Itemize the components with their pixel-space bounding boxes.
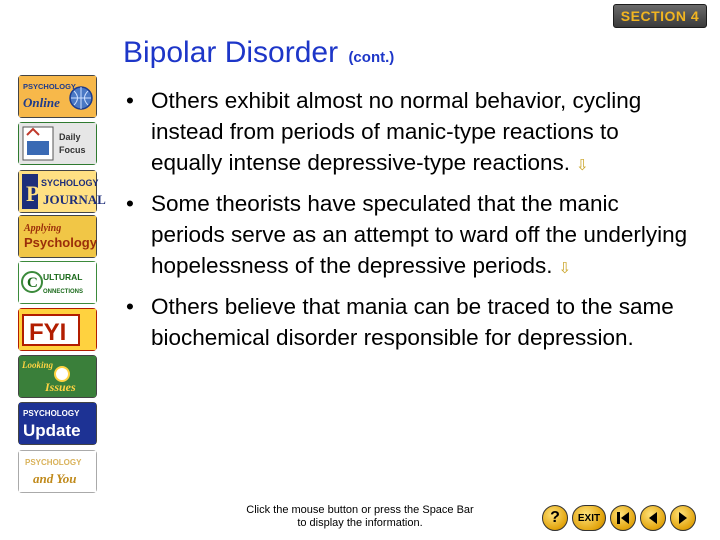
sidebar-item-psychology-update[interactable]: [18, 402, 97, 445]
psychology-and-you-icon: [19, 451, 96, 492]
svg-text:Applying: Applying: [24, 223, 62, 234]
svg-text:Issues: Issues: [45, 380, 76, 394]
sidebar-item-cultural-connections[interactable]: [18, 261, 97, 304]
svg-text:ONNECTIONS: ONNECTIONS: [43, 289, 84, 295]
sidebar-item-psychology-journal[interactable]: [18, 170, 106, 213]
sidebar-item-daily-focus[interactable]: [18, 122, 97, 165]
first-slide-button[interactable]: [610, 505, 636, 531]
svg-text:SYCHOLOGY: SYCHOLOGY: [41, 178, 99, 188]
cultural-connections-icon: [19, 262, 96, 303]
sidebar: [18, 75, 106, 495]
bullet-text: Others believe that mania can be traced to the same biochemical disorder responsible for depression.: [151, 294, 674, 350]
bullet-item: [124, 85, 694, 181]
down-arrow-icon: ⇩: [558, 260, 572, 277]
sidebar-item-looking-at-the-issues[interactable]: [18, 355, 97, 398]
down-arrow-icon: ⇩: [576, 157, 589, 174]
svg-text:JOURNAL: JOURNAL: [43, 192, 106, 207]
svg-text:ULTURAL: ULTURAL: [43, 272, 83, 282]
page-title-suffix: (cont.): [348, 49, 395, 66]
svg-text:Focus: Focus: [59, 145, 86, 155]
next-slide-button[interactable]: [670, 505, 696, 531]
svg-text:PSYCHOLOGY: PSYCHOLOGY: [23, 82, 76, 91]
svg-text:P: P: [26, 181, 40, 206]
footer-instruction-line2: to display the information.: [297, 517, 423, 529]
daily-focus-icon: [19, 123, 96, 164]
sidebar-item-applying-psychology[interactable]: [18, 215, 97, 258]
fyi-icon: [19, 309, 96, 350]
psychology-journal-icon: [19, 171, 106, 212]
previous-slide-button[interactable]: [640, 505, 666, 531]
sidebar-item-fyi[interactable]: [18, 308, 97, 351]
psychology-online-icon: [19, 76, 96, 117]
bullet-text: Some theorists have speculated that the manic periods serve as an attempt to ward off the underlying hopelessness of the depressive periods.: [151, 191, 688, 278]
applying-psychology-icon: [19, 216, 96, 257]
svg-text:C: C: [27, 275, 38, 291]
exit-button[interactable]: [572, 505, 606, 531]
svg-text:Daily: Daily: [59, 132, 81, 142]
bullet-text: Others exhibit almost no normal behavior, cycling instead from periods of manic-type reactions to equally intense depressive-type reactions.: [151, 88, 642, 175]
svg-text:and You: and You: [33, 471, 77, 486]
help-icon: ?: [550, 509, 560, 526]
svg-text:Looking: Looking: [22, 360, 54, 370]
page-title: [123, 36, 394, 70]
bullet-item: [124, 291, 694, 353]
looking-at-issues-icon: [19, 356, 96, 397]
previous-icon: [646, 511, 660, 525]
svg-text:PSYCHOLOGY: PSYCHOLOGY: [23, 409, 80, 418]
sidebar-item-psychology-online[interactable]: [18, 75, 97, 118]
exit-label: EXIT: [577, 512, 601, 524]
skip-back-icon: [616, 511, 630, 525]
svg-text:PSYCHOLOGY: PSYCHOLOGY: [25, 458, 82, 467]
next-icon: [676, 511, 690, 525]
page-title-main: Bipolar Disorder: [123, 36, 339, 69]
sidebar-item-psychology-and-you[interactable]: [18, 450, 97, 493]
svg-text:FYI: FYI: [29, 319, 67, 346]
footer-instruction: [220, 504, 500, 530]
svg-text:Online: Online: [23, 95, 60, 110]
section-badge: SECTION 4: [613, 4, 707, 28]
navigation-bar: [542, 505, 696, 533]
svg-text:Update: Update: [23, 421, 81, 440]
help-button[interactable]: [542, 505, 568, 531]
svg-text:Psychology: Psychology: [24, 235, 97, 250]
psychology-update-icon: [19, 403, 96, 444]
bullet-list: [124, 85, 694, 360]
footer-instruction-line1: Click the mouse button or press the Space Bar: [246, 504, 474, 516]
bullet-item: [124, 188, 694, 284]
